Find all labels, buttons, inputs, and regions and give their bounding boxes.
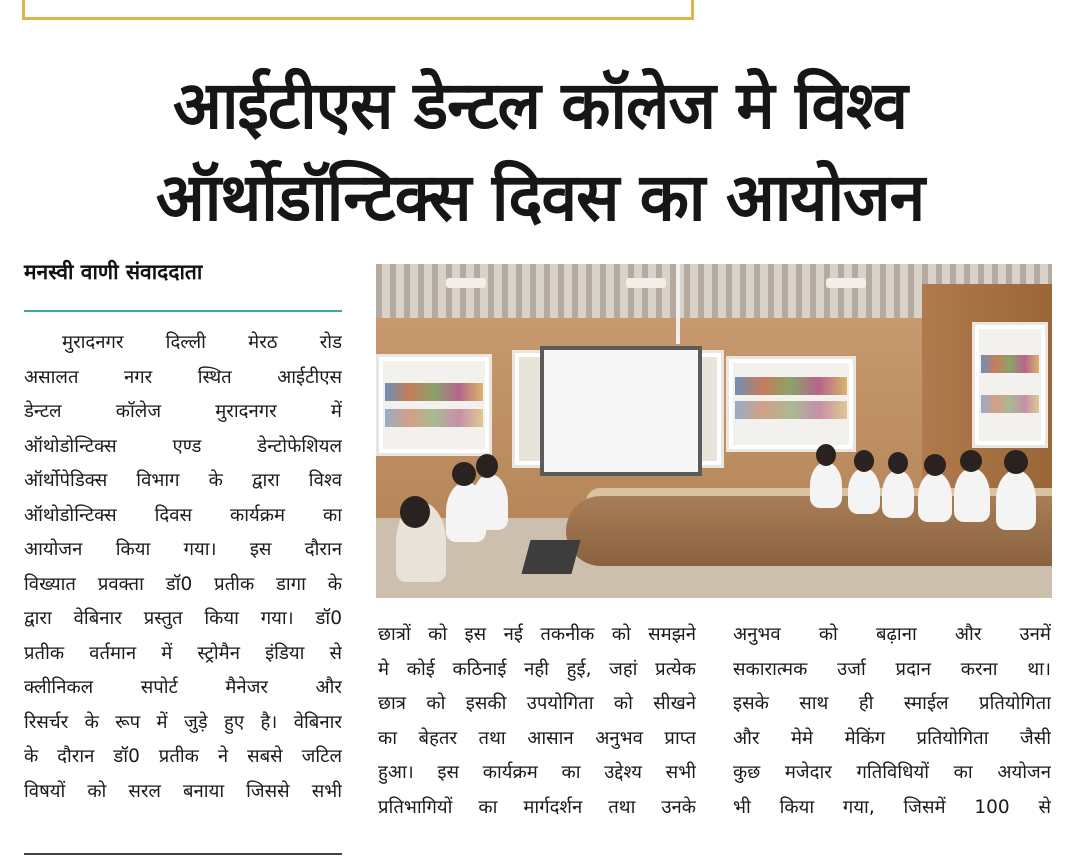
attendee-head [816, 444, 836, 466]
article-line: छात्र को इसकी उपयोगिता को सीखने [378, 693, 696, 714]
attendee [954, 468, 990, 522]
bottom-divider [24, 853, 342, 855]
attendee-head [960, 450, 982, 472]
ceiling-light [446, 278, 486, 288]
article-line: इसके साथ ही स्माईल प्रतियोगिता [733, 693, 1051, 714]
article-line: क्लीनिकल सपोर्ट मैनेजर और [24, 677, 342, 698]
wall-poster [376, 354, 492, 456]
article-column-2 [378, 618, 696, 825]
article-line: मुरादनगर दिल्ली मेरठ रोड [62, 332, 342, 353]
ceiling-light [626, 278, 666, 288]
attendee [996, 470, 1036, 530]
byline: मनस्वी वाणी संवाददाता [24, 260, 203, 284]
attendee-head [476, 454, 498, 478]
attendee-head [854, 450, 874, 472]
article-line: हुआ। इस कार्यक्रम का उद्देश्य सभी [378, 762, 696, 783]
article-line: का बेहतर तथा आसान अनुभव प्राप्त [378, 727, 696, 749]
article-line: मे कोई कठिनाई नही हुई, जहां प्रत्येक [378, 658, 696, 680]
headline-line-2: ऑर्थोडॉन्टिक्स दिवस का आयोजन [155, 159, 925, 236]
article-line: आयोजन किया गया। इस दौरान [24, 539, 342, 560]
byline-divider [24, 310, 342, 312]
article-line: ऑर्थोपेडिक्स विभाग के द्वारा विश्व [24, 470, 342, 491]
attendee-head [1004, 450, 1028, 474]
attendee [918, 472, 952, 522]
article-line: अनुभव को बढ़ाना और उनमें [733, 624, 1051, 645]
article-line: प्रतिभागियों का मार्गदर्शन तथा उनके [378, 796, 696, 818]
article-line: के दौरान डॉ0 प्रतीक ने सबसे जटिल [24, 746, 342, 767]
article-line: रिसर्चर के रूप में जुड़े हुए है। वेबिनार [24, 711, 342, 733]
article-line: सकारात्मक उर्जा प्रदान करना था। [733, 658, 1051, 680]
top-frame-box [22, 0, 694, 20]
article-line: कुछ मजेदार गतिविधियों का अयोजन [733, 762, 1051, 783]
article-line: डेन्टल कॉलेज मुरादनगर में [24, 401, 342, 422]
attendee-head [452, 462, 476, 486]
ceiling-light [826, 278, 866, 288]
projector-screen [540, 346, 702, 476]
article-line: असालत नगर स्थित आईटीएस [24, 366, 342, 388]
article-line: ऑथोडोन्टिक्स दिवस कार्यक्रम का [24, 504, 342, 526]
article-line: भी किया गया, जिसमें 100 से [733, 796, 1051, 818]
attendee [472, 474, 508, 530]
attendee-head [888, 452, 908, 474]
headline-line-1: आईटीएस डेन्टल कॉलेज मे विश्व [172, 67, 908, 144]
article-line: छात्रों को इस नई तकनीक को समझने [378, 624, 696, 645]
laptop [521, 540, 580, 574]
article-line: ऑथोडोन्टिक्स एण्ड डेन्टोफेशियल [24, 435, 342, 457]
seminar-room-photo [376, 264, 1052, 598]
attendee [810, 462, 842, 508]
attendee [848, 468, 880, 514]
article-line: प्रतीक वर्तमान में स्ट्रोमैन इंडिया से [24, 642, 342, 664]
article-line: विख्यात प्रवक्ता डॉ0 प्रतीक डागा के [24, 573, 342, 595]
wall-poster [972, 322, 1048, 448]
article-column-1 [24, 326, 342, 809]
projector-pole [676, 264, 680, 344]
article-line: और मेमे मेकिंग प्रतियोगिता जैसी [733, 727, 1051, 749]
article-line: द्वारा वेबिनार प्रस्तुत किया गया। डॉ0 [24, 608, 342, 629]
attendee-head [400, 496, 430, 528]
attendee-head [924, 454, 946, 476]
attendee [882, 470, 914, 518]
article-line: विषयों को सरल बनाया जिससे सभी [24, 780, 342, 802]
wall-poster [726, 356, 856, 452]
article-column-3 [733, 618, 1051, 825]
